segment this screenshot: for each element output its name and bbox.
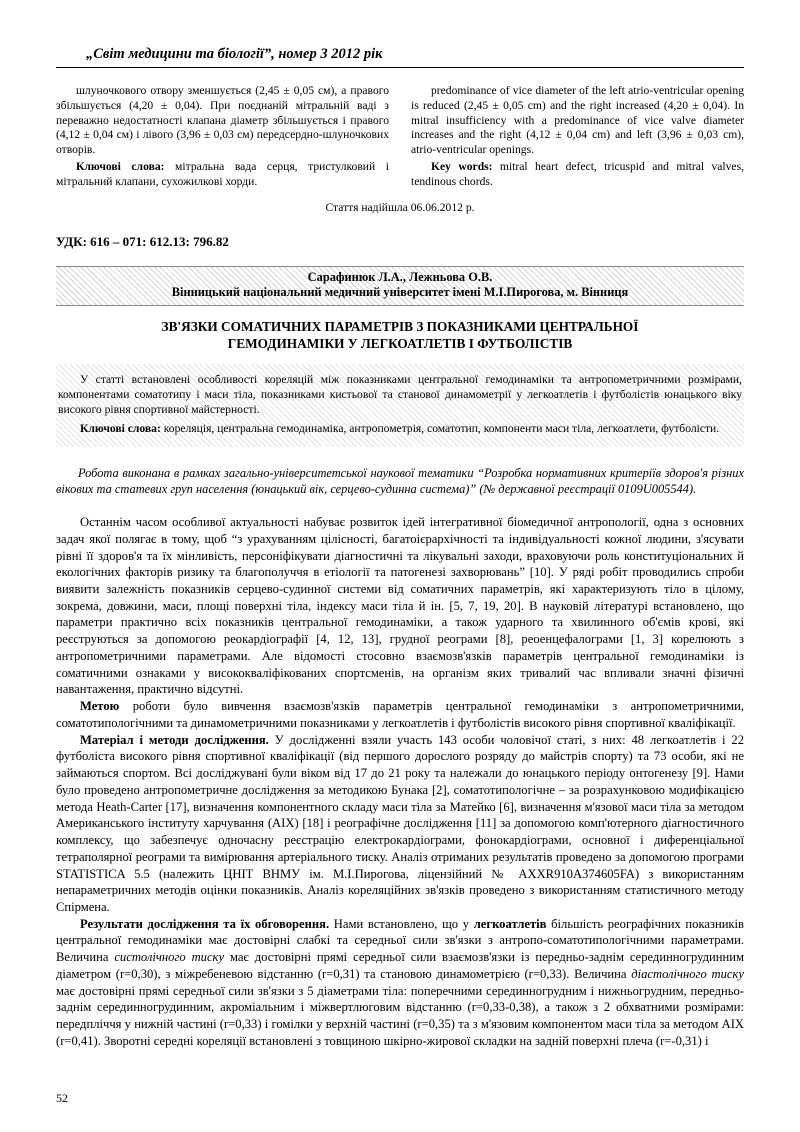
title-line-1: ЗВ'ЯЗКИ СОМАТИЧНИХ ПАРАМЕТРІВ З ПОКАЗНИКАМИ ЦЕНТРАЛЬНОЇ — [161, 318, 639, 334]
results-label: Результати дослідження та їх обговорення. — [80, 916, 330, 931]
aim-text: роботи було вивчення взаємозв'язків параметрів центральної гемодинаміки з антропометричними, соматотипологічними та динамометричними показниками у легкоатлетів і футболістів високого рівня спортивної кваліфікації. — [56, 699, 744, 730]
funding-note: Робота виконана в рамках загально-університетської наукової тематики “Розробка нормативних критеріїв здоров'я різних вікових та статевих груп населення (юнацький вік, серцево-судинна система)” (№ державної реєстрації 0109U005544). — [56, 465, 744, 497]
received-date: Стаття надійшла 06.06.2012 р. — [325, 200, 475, 214]
results-italic-diastolic: діастолічного тиску — [631, 966, 744, 981]
methods-label: Матеріал і методи дослідження. — [80, 732, 269, 747]
authors-band — [56, 266, 744, 306]
column-ukrainian — [56, 84, 389, 192]
methods-paragraph — [56, 732, 744, 916]
en-paragraph: predominance of vice diameter of the left atrio-ventricular opening is reduced (2,45 ± 0,05 cm) and the right increased (4,20 ± 0,04). In mitral insufficiency with a predominance of vice valve diameter increases and the right (4,12 ± 0,04 cm) and left (3,96 ± 0,03 cm), atrio-ventricular openings. — [411, 84, 744, 157]
results-text-3: має достовірні прямі середньої сили взаємозв'язки із передньо-заднім серединногрудинним діаметром (r=0,30), з міжребеневою відстанню (r=0,31) та становою динамометрією (r=0,33). Величина — [56, 950, 744, 981]
abstract-keywords-label: Ключові слова: — [80, 421, 161, 435]
ua-keywords-label: Ключові слова: — [76, 160, 165, 174]
results-text-2: більшість реографічних показників центральної гемодинаміки має достовірні слабкі та середньої сили зв'язки з антропо-соматотипологічними параметрами. Величина — [56, 916, 745, 965]
abstract-columns — [56, 84, 744, 192]
body-text — [56, 514, 744, 1050]
abstract-block — [56, 364, 744, 446]
page-number: 52 — [56, 1091, 68, 1105]
results-text-4: має достовірні прямі середньої сили зв'язки з 5 діаметрами тіла: поперечними серединногрудним і нижньогрудним, передньо-заднім серединногрудинним, акроміальним і міжвертлюговим відстанню (r=0,33-0,38), а також з 2 обхватними розмірами: передпліччя у нижній частині (r=0,33) і гомілки у верхній частині (r=0,35) та з м'язовим компонентом маси тіла за методом AIX (r=0,41). Зворотні середні кореляції встановлені з товщиною шкірно-жирової складки на задній поверхні плеча (r=-0,31) і — [56, 983, 744, 1048]
results-paragraph — [56, 916, 744, 1050]
en-keywords — [411, 160, 744, 190]
aim-paragraph — [56, 698, 744, 731]
ua-keywords — [56, 160, 389, 190]
results-text-1: Нами встановлено, що у — [329, 916, 474, 931]
author-affiliation: Вінницький національний медичний університет імені М.І.Пирогова, м. Вінниця — [171, 285, 629, 300]
ua-paragraph: шлуночкового отвору зменшується (2,45 ± 0,05 см), а правого збільшується (4,20 ± 0,04). При поєднаній мітральній ваді з переважно недостатності клапана діаметр збільшується і правого (4,12 ± 0,04 см) і лівого (3,96 ± 0,03 см) передсердно-шлуночкових отворів. — [56, 84, 389, 157]
abstract-text: У статті встановлені особливості кореляцій між показниками центральної гемодинаміки та антропометричними розмірами, компонентами соматотипу і маси тіла, показниками кистьової та станової динамометрії у легкоатлетів і футболістів юнацького віку високого рівня спортивної майстерності. — [58, 373, 742, 417]
ua-keywords-text: мітральна вада серця, тристулковий і мітральний клапани, сухожилкові хорди. — [56, 160, 389, 188]
results-bold-athletes: легкоатлетів — [473, 916, 547, 931]
abstract-keywords — [58, 421, 742, 436]
intro-paragraph: Останнім часом особливої актуальності набуває розвиток ідей інтегративної біомедичної антропології, одна з основних задач якої полягає в тому, щоб “з урахуванням цілісності, багатоієрархічності та індивідуальності кожної людини, з'ясувати рівні її здоров'я та їх мінливість, персоніфікувати діагностичні та лікувальні заходи, враховуючи роль конституціональних й екологічних факторів ризику та благополуччя в етіології та патогенезі захворювань” [10]. У ряді робіт проводились спроби виявити залежність показників серцево-судинної системи від соматичних параметрів, які характеризують тіло в цілому, зокрема, довжини, маси, площі поверхні тіла, індексу маси тіла й ін. [5, 7, 19, 20]. В науковій літературі встановлено, що параметри практично всіх показників центральної гемодинаміки, а також ударного та хвилинного об'ємів крові, які реєструються за допомогою реокардіографії [4, 12, 13], грудної реограми [8], реоенцефалограми [1, 3] корелюють з антропометричними параметрами. Але відомості стосовно взаємозв'язків параметрів центральної гемодинаміки із соматичними ознаками у висококваліфікованих спортсменів, на організм яких тривалий час впливали значні фізичні навантаження, практично відсутні. — [56, 515, 744, 697]
en-keywords-label: Key words: — [431, 160, 493, 174]
methods-text: У дослідженні взяли участь 143 особи чоловічої статі, з них: 48 легкоатлетів і 22 футболіста високого рівня спортивної кваліфікації (від першого дорослого розряду до майстрів спорту) та 73 особи, які не займаються спортом. Всі досліджувані були віком від 17 до 21 року та належали до юнацького періоду онтогенезу [9]. Нами було проведено антропометричне дослідження за методикою Бунака [2], соматотипологічне – за розрахунковою модифікацією метода Heath-Carter [17], визначення компонентного складу маси тіла за Матейко [6], визначення м'язової маси тіла за методом Американського інституту харчування (AIX) [18] і реографічне дослідження [11] за допомогою комп'ютерного діагностичного комплексу, що забезпечує одночасну реєстрацію електрокардіограми, фонокардіограми, основної і диференціальної тетраполярної реограми та вимірювання артеріального тиску. Аналіз отриманих результатів проведено за допомогою програми STATISTICA 5.5 (належить ЦНІТ ВНМУ ім. М.І.Пирогова, ліцензійний № AXXR910A374605FA) з використанням непараметричних методів оцінки показників. Аналіз кореляційних зв'язків проведено з використанням статистичного методу Спірмена. — [56, 732, 744, 914]
abstract-keywords-text: кореляція, центральна гемодинаміка, антропометрія, соматотип, компоненти маси тіла, легкоатлети, футболісти. — [160, 421, 720, 435]
results-italic-systolic: систолічного тиску — [114, 950, 225, 965]
author-names: Сарафинюк Л.А., Лежньова О.В. — [307, 269, 493, 284]
en-keywords-text: mitral heart defect, tricuspid and mitral valves, tendinous chords. — [411, 160, 744, 188]
udc-code: УДК: 616 – 071: 612.13: 796.82 — [56, 233, 229, 249]
header-rule — [56, 67, 744, 68]
aim-label: Метою — [80, 699, 120, 714]
running-head: „Світ медицини та біології”, номер 3 2012 рік — [86, 46, 383, 62]
column-english — [411, 84, 744, 192]
page-title — [56, 318, 744, 353]
title-line-2: ГЕМОДИНАМІКИ У ЛЕГКОАТЛЕТІВ І ФУТБОЛІСТІВ — [227, 336, 573, 352]
